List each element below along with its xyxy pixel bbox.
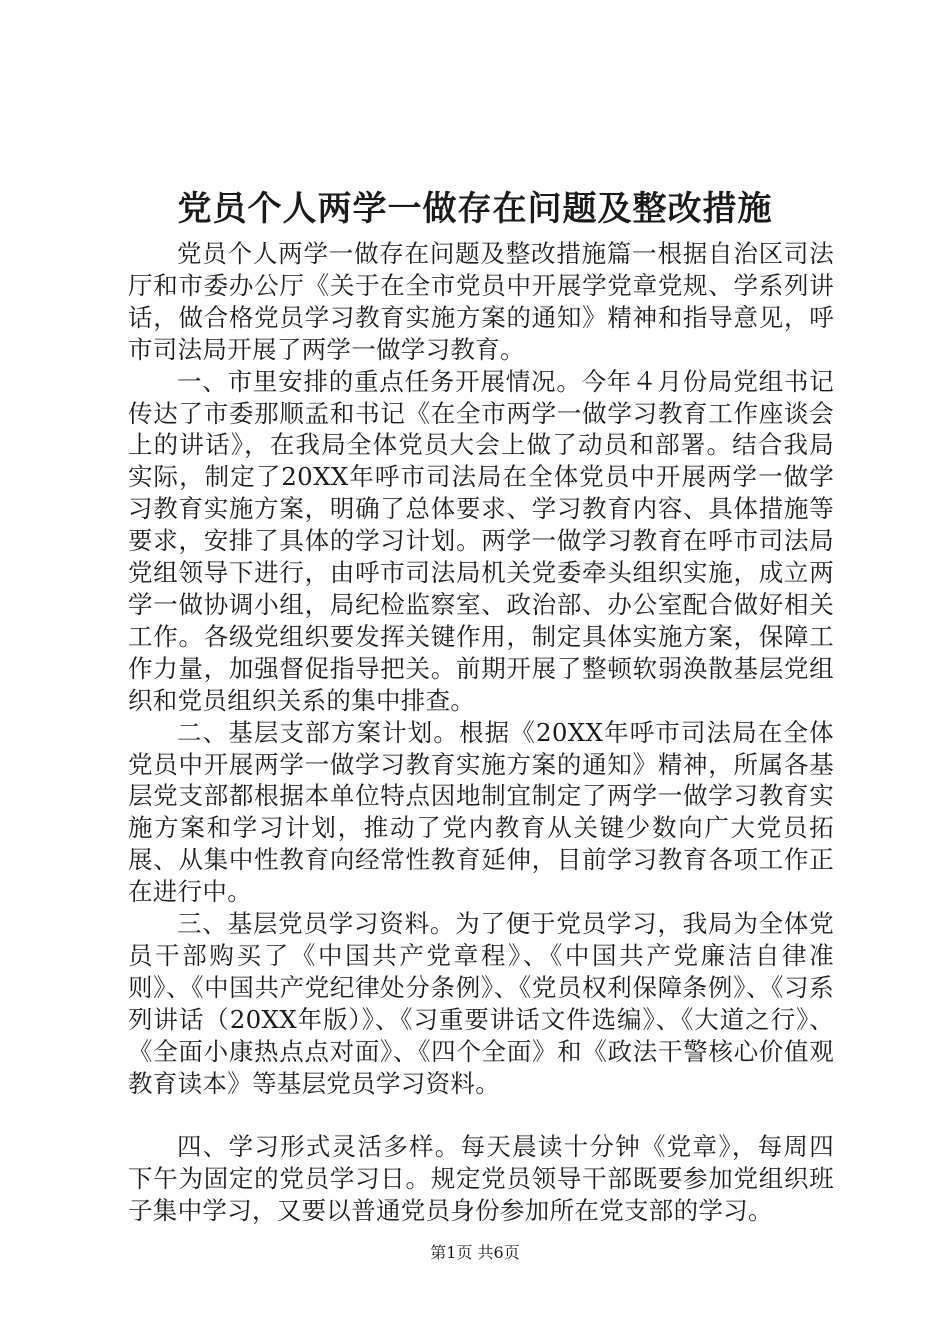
- paragraph-section-4: 四、学习形式灵活多样。每天晨读十分钟《党章》，每周四下午为固定的党员学习日。规定党员领导干部既要参加党组织班子集中学习，又要以普通党员身份参加所在党支部的学习。: [128, 1132, 834, 1226]
- paragraph-intro: 党员个人两学一做存在问题及整改措施篇一根据自治区司法厅和市委办公厅《关于在全市党员中开展学党章党规、学系列讲话，做合格党员学习教育实施方案的通知》精神和指导意见，呼市司法局开展了两学一做学习教育。: [128, 239, 834, 364]
- paragraph-section-3: 三、基层党员学习资料。为了便于党员学习，我局为全体党员干部购买了《中国共产党章程》、《中国共产党廉洁自律准则》、《中国共产党纪律处分条例》、《党员权利保障条例》、《习系列讲话（20XX年版）》、《习重要讲话文件选编》、《大道之行》、《全面小康热点点对面》、《四个全面》和《政法干警核心价值观教育读本》等基层党员学习资料。: [128, 909, 834, 1098]
- paragraph-section-2: 二、基层支部方案计划。根据《20XX年呼市司法局在全体党员中开展两学一做学习教育实施方案的通知》精神，所属各基层党支部都根据本单位特点因地制宜制定了两学一做学习教育实施方案和学习计划，推动了党内教育从关键少数向广大党员拓展、从集中性教育向经常性教育延伸，目前学习教育各项工作正在进行中。: [128, 717, 834, 907]
- document-body: [128, 238, 834, 1227]
- paragraph-section-1: 一、市里安排的重点任务开展情况。今年４月份局党组书记传达了市委那顺孟和书记《在全市两学一做学习教育工作座谈会上的讲话》，在我局全体党员大会上做了动员和部署。结合我局实际，制定了20XX年呼市司法局在全体党员中开展两学一做学习教育实施方案，明确了总体要求、学习教育内容、具体措施等要求，安排了具体的学习计划。两学一做学习教育在呼市司法局党组领导下进行，由呼市司法局机关党委牵头组织实施，成立两学一做协调小组，局纪检监察室、政治部、办公室配合做好相关工作。各级党组织要发挥关键作用，制定具体实施方案，保障工作力量，加强督促指导把关。前期开展了整顿软弱涣散基层党组织和党员组织关系的集中排查。: [128, 366, 834, 715]
- document-title: 党员个人两学一做存在问题及整改措施: [177, 189, 773, 229]
- page-number-footer: 第1页 共6页: [430, 1243, 520, 1262]
